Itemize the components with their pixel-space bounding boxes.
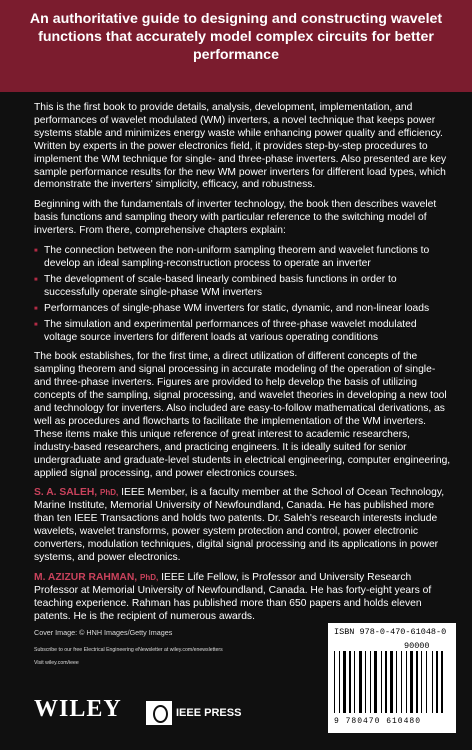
description [34, 102, 452, 631]
barcode-bar [421, 651, 422, 713]
ieee-press-label: IEEE PRESS [176, 707, 242, 719]
footer-info [34, 628, 264, 666]
author-name: S. A. SALEH, [34, 487, 98, 499]
barcode-bar [416, 651, 418, 713]
barcode-bar [339, 651, 340, 713]
barcode [328, 623, 456, 733]
isbn: ISBN 978-0-470-61048-0 [334, 627, 447, 637]
author-degree: PhD, [140, 572, 159, 582]
barcode-bar [374, 651, 377, 713]
headline-band [0, 0, 472, 92]
barcode-bar [401, 651, 402, 713]
author-bio: IEEE Member, is a faculty member at the School of Ocean Technology, Marine Institute, Memorial University of Newfoundland, Canada. He has published more than ten IEEE Transactions and holds two patents. Dr. Saleh's research interests include wavelets, wavelet transforms, power system protection and control, power electronic converters, modulation techniques, digital signal processing and its applications in power systems, and power electronics. [34, 487, 445, 563]
barcode-bar [334, 651, 335, 713]
barcode-bar [349, 651, 351, 713]
author-bio: IEEE Life Fellow, is Professor and University Research Professor at Memorial University of Newfoundland, Canada. He has forty-eight years of teaching experience. Rahman has published more than 650 papers and holds eleven patents. He is the recipient of numerous awards. [34, 571, 432, 622]
newsletter-link[interactable]: Subscribe to our free Electrical Engineering eNewsletter at wiley.com/enewsletters [34, 647, 223, 653]
author-bio-saleh [34, 487, 452, 564]
barcode-bar [410, 651, 413, 713]
barcode-bar [390, 651, 393, 713]
list-item: ■ The connection between the non-uniform sampling theorem and wavelet functions to develop an ideal sampling-reconstruction process to operate an inverter [34, 245, 452, 271]
barcode-bar [365, 651, 366, 713]
barcode-bar [381, 651, 382, 713]
ean-digits: 9 780470 610480 [334, 717, 422, 726]
list-item: ■ The development of scale-based linearly combined basis functions in order to successfully operate single-phase WM inverters [34, 274, 452, 300]
author-name: M. AZIZUR RAHMAN, [34, 571, 138, 583]
barcode-bar [343, 651, 346, 713]
ieee-icon [146, 701, 172, 725]
intro-paragraph: This is the first book to provide details, analysis, development, implementation, and performances of wavelet modulated (WM) inverters, a novel technique that keeps power systems stable and minimizes energy waste while enhancing power quality and efficiency. Written by experts in the power electronics field, it provides step-by-step procedures to implement the WM technique for single- and three-phase inverters. Also presented are key sample performance results for the new WM power inverters for different load types, which demonstrate the inverters' simplicity, efficacy, and robustness. [34, 102, 447, 191]
author-bio-rahman [34, 572, 452, 624]
list-item: ■ The simulation and experimental performances of three-phase wavelet modulated voltage source inverters for different loads at various operating conditions [34, 319, 452, 345]
barcode-bar [426, 651, 427, 713]
price-code: 90000 [404, 641, 430, 651]
wiley-logo: WILEY [34, 696, 122, 722]
barcode-bar [436, 651, 438, 713]
barcode-bar [354, 651, 355, 713]
barcode-bar [406, 651, 407, 713]
list-item: ■ Performances of single-phase WM inverters for static, dynamic, and non-linear loads [34, 303, 452, 316]
visit-link[interactable]: Visit wiley.com/ieee [34, 660, 79, 666]
barcode-bar [359, 651, 362, 713]
barcode-bar [385, 651, 387, 713]
establishes-paragraph: The book establishes, for the first time, a direct utilization of different concepts of the sampling theorem and signal processing in accurate modeling of the operation of single- and three-phase inverters. Figures are provided to help develop the basis of utilizing concepts of the sampling, signal processing, and wavelet theories in developing a new tool and technology for inverters. Also included are easy-to-follow mathematical derivations, as well as procedures and flowcharts to facilitate the implementation of the WM inverters. These items make this unique reference of great interest to academic researchers, industry-based researchers, and practicing engineers. It is ideally suited for senior undergraduate and graduate-level students in electrical engineering, computer engineering, applied signal processing, and power electronics courses. [34, 351, 451, 479]
author-degree: PhD, [100, 488, 119, 498]
headline: An authoritative guide to designing and constructing wavelet functions that accurately model complex circuits for better performance [29, 11, 443, 63]
barcode-bars [334, 651, 450, 713]
beginning-paragraph: Beginning with the fundamentals of inverter technology, the book then describes wavelet basis functions and sampling theory with particular reference to the switching model of inverters. From there, comprehensive chapters explain: [34, 199, 437, 237]
barcode-bar [396, 651, 397, 713]
topics-list [34, 245, 452, 344]
barcode-bar [370, 651, 371, 713]
cover-credit: Cover Image: © HNH Images/Getty Images [34, 628, 173, 637]
barcode-bar [432, 651, 433, 713]
barcode-bar [441, 651, 443, 713]
ieee-press-logo [146, 701, 241, 725]
